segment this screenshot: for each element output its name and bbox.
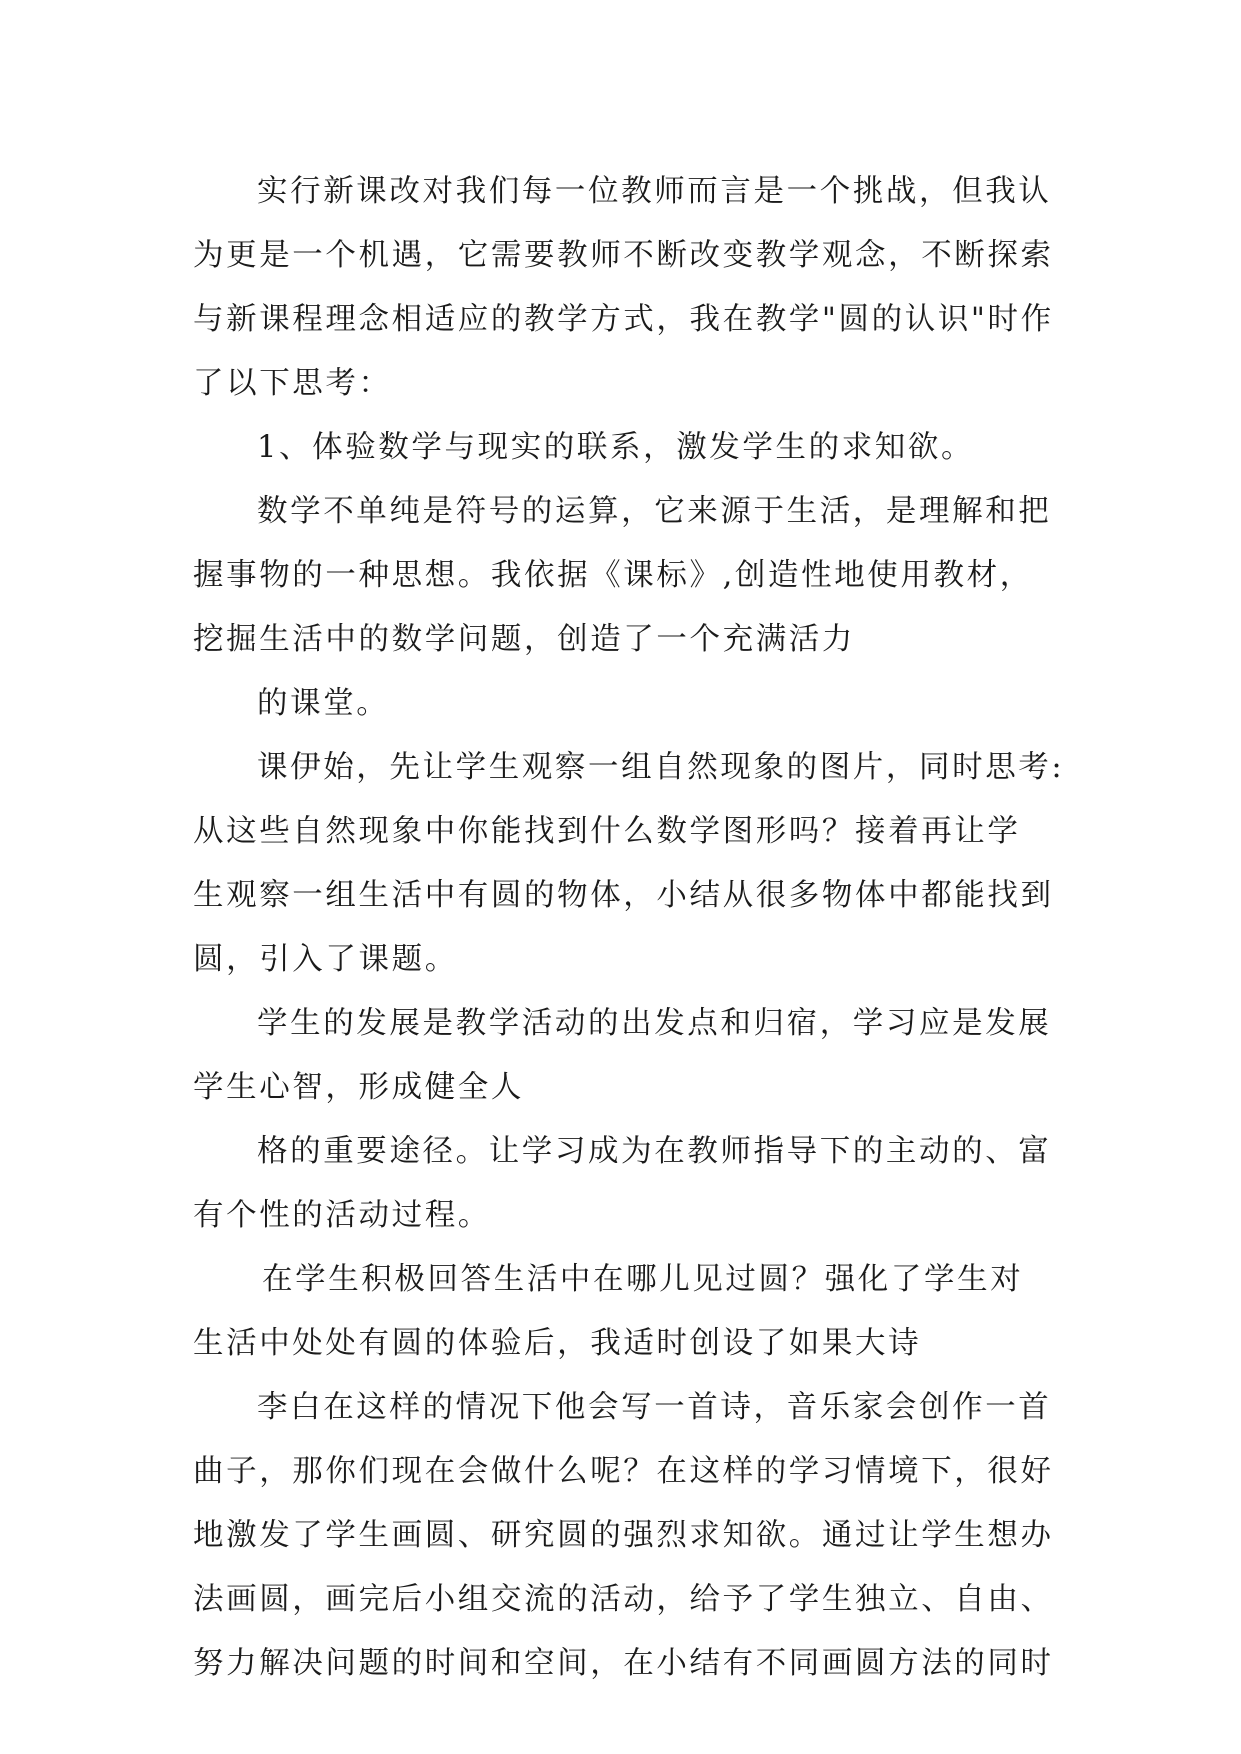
text-line: 努力解决问题的时间和空间，在小结有不同画圆方法的同时 bbox=[193, 1646, 1054, 1681]
text-line: 格的重要途径。让学习成为在教师指导下的主动的、富 bbox=[257, 1134, 1052, 1169]
text-line: 为更是一个机遇，它需要教师不断改变教学观念，不断探索 bbox=[193, 238, 1054, 273]
text-line: 的课堂。 bbox=[257, 686, 390, 721]
text-line: 法画圆，画完后小组交流的活动，给予了学生独立、自由、 bbox=[193, 1582, 1054, 1617]
text-line: 在学生积极回答生活中在哪儿见过圆？强化了学生对 bbox=[262, 1262, 1024, 1297]
text-line: 学生的发展是教学活动的出发点和归宿，学习应是发展 bbox=[257, 1006, 1052, 1041]
document-body bbox=[193, 160, 1073, 1696]
text-line: 课伊始，先让学生观察一组自然现象的图片，同时思考: bbox=[257, 750, 1065, 785]
text-line: 挖掘生活中的数学问题，创造了一个充满活力 bbox=[193, 622, 855, 657]
text-line: 曲子，那你们现在会做什么呢？在这样的学习情境下，很好 bbox=[193, 1454, 1054, 1489]
text-line: 地激发了学生画圆、研究圆的强烈求知欲。通过让学生想办 bbox=[193, 1518, 1054, 1553]
text-line: 从这些自然现象中你能找到什么数学图形吗？接着再让学 bbox=[193, 814, 1021, 849]
text-line: 李白在这样的情况下他会写一首诗，音乐家会创作一首 bbox=[257, 1390, 1052, 1425]
section-heading: 1、体验数学与现实的联系，激发学生的求知欲。 bbox=[257, 430, 975, 465]
text-line: 学生心智，形成健全人 bbox=[193, 1070, 524, 1105]
text-line: 生观察一组生活中有圆的物体，小结从很多物体中都能找到 bbox=[193, 878, 1054, 913]
text-line: 了以下思考： bbox=[193, 366, 392, 401]
text-line: 有个性的活动过程。 bbox=[193, 1198, 491, 1233]
text-line: 数学不单纯是符号的运算，它来源于生活，是理解和把 bbox=[257, 494, 1052, 529]
text-line: 生活中处处有圆的体验后，我适时创设了如果大诗 bbox=[193, 1326, 922, 1361]
text-line: 与新课程理念相适应的教学方式，我在教学"圆的认识"时作 bbox=[193, 302, 1054, 337]
text-line: 握事物的一种思想。我依据《课标》,创造性地使用教材， bbox=[193, 558, 1033, 593]
text-line: 圆，引入了课题。 bbox=[193, 942, 458, 977]
text-line: 实行新课改对我们每一位教师而言是一个挑战，但我认 bbox=[257, 174, 1052, 209]
